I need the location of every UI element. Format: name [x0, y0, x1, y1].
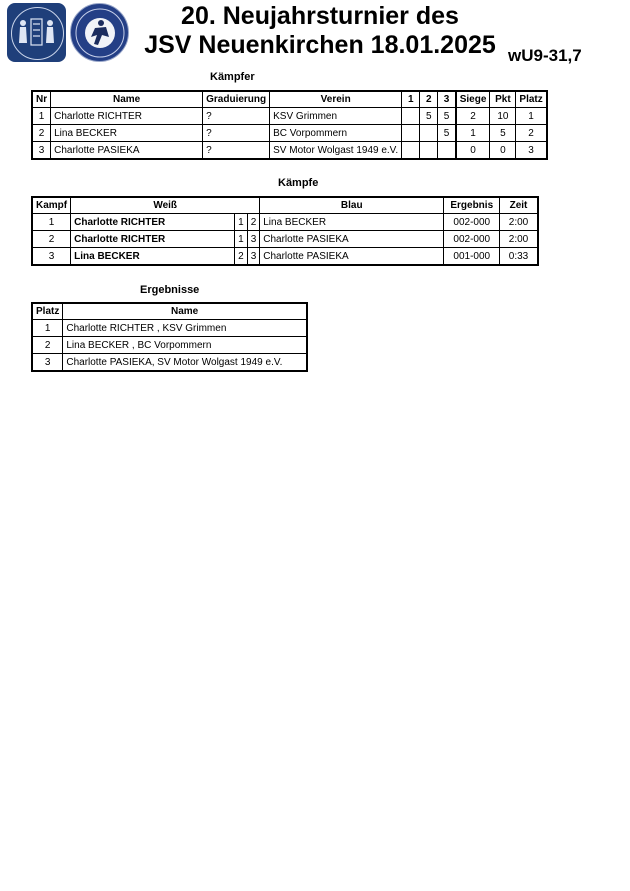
cell-siege: 0 [456, 142, 490, 160]
fighters-table [31, 90, 548, 160]
cell-pkt: 0 [490, 142, 516, 160]
col-nr: Nr [32, 91, 51, 108]
cell-pkt: 10 [490, 108, 516, 125]
table-row [32, 142, 547, 160]
judoka-emblem-icon [71, 4, 130, 63]
table-row [32, 337, 307, 354]
cell-weiss: Charlotte RICHTER [71, 231, 235, 248]
col-name: Name [51, 91, 203, 108]
fights-section-title: Kämpfe [278, 177, 319, 189]
results-header-row [32, 303, 307, 320]
cell-grad: ? [203, 125, 270, 142]
fighters-section-title: Kämpfer [210, 71, 255, 83]
cell-name: Lina BECKER , BC Vorpommern [63, 337, 307, 354]
cell-name: Lina BECKER [51, 125, 203, 142]
col-ergebnis: Ergebnis [444, 197, 500, 214]
col-platz: Platz [516, 91, 547, 108]
title-line-1: 20. Neujahrsturnier des [181, 2, 459, 30]
table-row [32, 214, 538, 231]
cell-zeit: 2:00 [500, 231, 538, 248]
cell-platz: 1 [32, 320, 63, 337]
cell-name: Charlotte RICHTER [51, 108, 203, 125]
col-siege: Siege [456, 91, 490, 108]
cell-weiss: Charlotte RICHTER [71, 214, 235, 231]
col-round-3: 3 [438, 91, 456, 108]
judo-dojo-logo [7, 3, 66, 62]
cell-ergebnis: 002-000 [444, 231, 500, 248]
cell-kampf: 1 [32, 214, 71, 231]
weight-category: wU9-31,7 [508, 46, 582, 65]
fighters-header-row [32, 91, 547, 108]
cell-weiss-nr: 1 [235, 214, 248, 231]
cell-grad: ? [203, 108, 270, 125]
cell-zeit: 2:00 [500, 214, 538, 231]
cell-weiss: Lina BECKER [71, 248, 235, 266]
cell-ergebnis: 002-000 [444, 214, 500, 231]
cell-blau: Charlotte PASIEKA [260, 231, 444, 248]
cell-platz: 3 [516, 142, 547, 160]
cell-kampf: 3 [32, 248, 71, 266]
fights-header-row [32, 197, 538, 214]
table-row [32, 354, 307, 372]
col-zeit: Zeit [500, 197, 538, 214]
col-kampf: Kampf [32, 197, 71, 214]
col-round-1: 1 [402, 91, 420, 108]
cell-platz: 3 [32, 354, 63, 372]
col-pkt: Pkt [490, 91, 516, 108]
cell-r1 [402, 125, 420, 142]
col-blau: Blau [260, 197, 444, 214]
cell-blau: Charlotte PASIEKA [260, 248, 444, 266]
cell-ergebnis: 001-000 [444, 248, 500, 266]
cell-name: Charlotte RICHTER , KSV Grimmen [63, 320, 307, 337]
cell-nr: 1 [32, 108, 51, 125]
table-row [32, 248, 538, 266]
cell-pkt: 5 [490, 125, 516, 142]
table-row [32, 125, 547, 142]
cell-nr: 2 [32, 125, 51, 142]
cell-r2 [420, 125, 438, 142]
cell-nr: 3 [32, 142, 51, 160]
col-weiss: Weiß [71, 197, 260, 214]
cell-blau-nr: 3 [247, 248, 260, 266]
cell-weiss-nr: 2 [235, 248, 248, 266]
cell-r2: 5 [420, 108, 438, 125]
cell-siege: 1 [456, 125, 490, 142]
cell-kampf: 2 [32, 231, 71, 248]
col-round-2: 2 [420, 91, 438, 108]
table-row [32, 320, 307, 337]
results-table [31, 302, 308, 372]
cell-verein: BC Vorpommern [270, 125, 402, 142]
jsv-neuenkirchen-logo [70, 3, 129, 62]
col-verein: Verein [270, 91, 402, 108]
cell-r1 [402, 142, 420, 160]
table-row [32, 231, 538, 248]
cell-r3: 5 [438, 108, 456, 125]
table-row [32, 108, 547, 125]
col-platz: Platz [32, 303, 63, 320]
cell-verein: KSV Grimmen [270, 108, 402, 125]
cell-name: Charlotte PASIEKA [51, 142, 203, 160]
cell-siege: 2 [456, 108, 490, 125]
cell-zeit: 0:33 [500, 248, 538, 266]
cell-r3: 5 [438, 125, 456, 142]
cell-platz: 2 [32, 337, 63, 354]
cell-r3 [438, 142, 456, 160]
cell-platz: 2 [516, 125, 547, 142]
cell-platz: 1 [516, 108, 547, 125]
cell-verein: SV Motor Wolgast 1949 e.V. [270, 142, 402, 160]
cell-blau: Lina BECKER [260, 214, 444, 231]
col-name: Name [63, 303, 307, 320]
cell-r2 [420, 142, 438, 160]
tournament-title [130, 2, 510, 60]
results-section-title: Ergebnisse [140, 284, 200, 296]
cell-name: Charlotte PASIEKA, SV Motor Wolgast 1949 e.V. [63, 354, 307, 372]
cell-r1 [402, 108, 420, 125]
title-line-2: JSV Neuenkirchen 18.01.2025 [144, 31, 496, 59]
judo-dojo-emblem-icon [7, 3, 66, 62]
cell-blau-nr: 2 [247, 214, 260, 231]
fights-table [31, 196, 539, 266]
cell-grad: ? [203, 142, 270, 160]
cell-weiss-nr: 1 [235, 231, 248, 248]
cell-blau-nr: 3 [247, 231, 260, 248]
col-graduierung: Graduierung [203, 91, 270, 108]
